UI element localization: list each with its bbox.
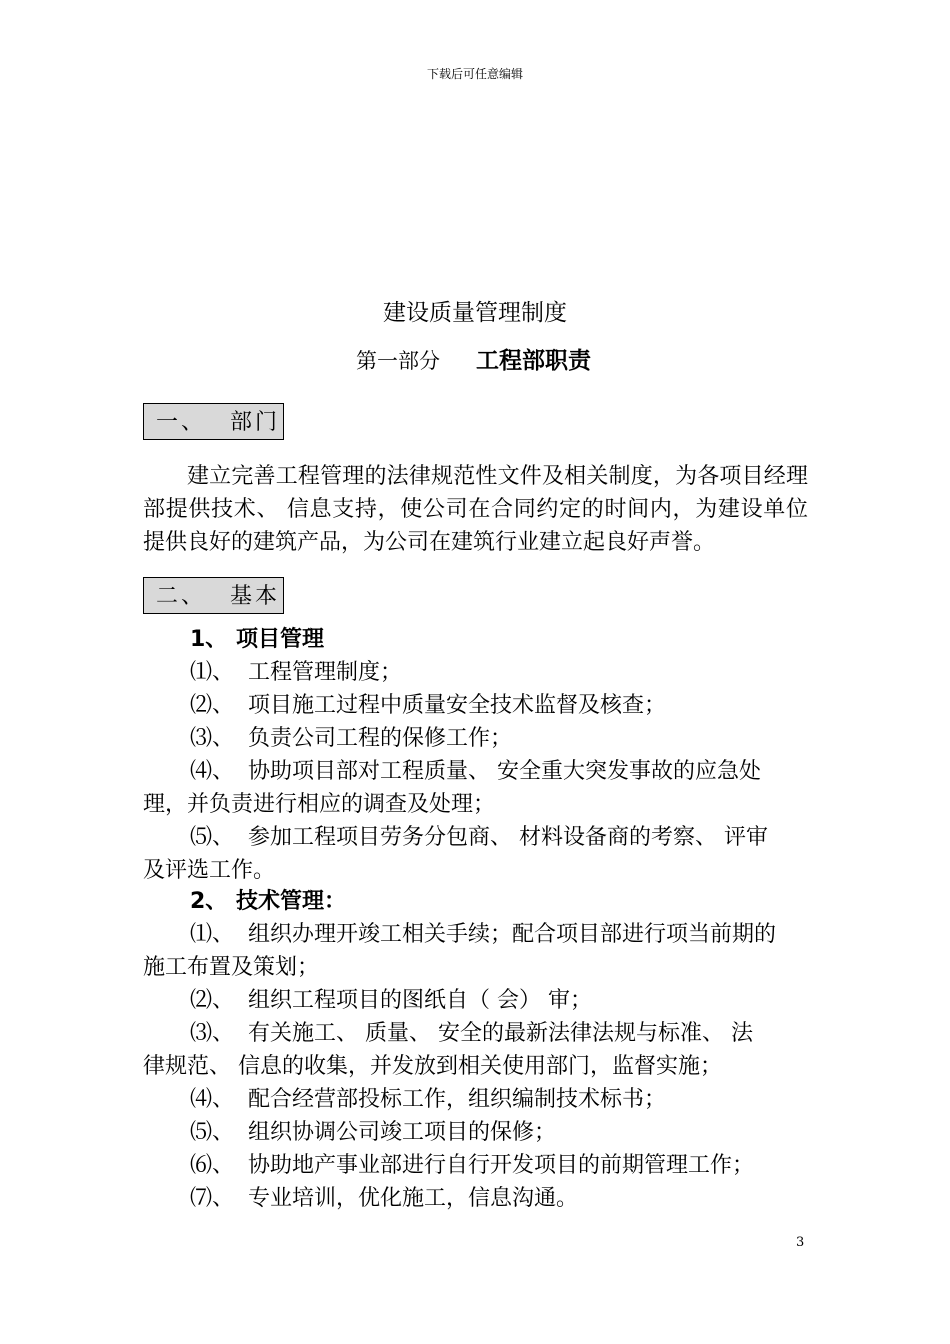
item-number: ⑴、: [190, 660, 235, 685]
item-number: ⑵、: [190, 988, 235, 1013]
list-item: [190, 1083, 855, 1116]
section-heading-1: [143, 403, 284, 440]
item-text: 组织协调公司竣工项目的保修；: [248, 1120, 557, 1145]
item-text: 工程管理制度；: [248, 660, 403, 685]
header-note: 下载后可任意编辑: [426, 67, 523, 81]
item-number: ⑷、: [190, 759, 235, 784]
subheading-number: 2、: [190, 889, 228, 914]
item-number: ⑸、: [190, 825, 235, 850]
page-number: 3: [796, 1235, 805, 1250]
list-item: [190, 1182, 855, 1215]
part-label: 第一部分: [356, 349, 440, 373]
list-item: [190, 755, 855, 788]
item-number: ⑺、: [190, 1186, 235, 1211]
item-text: 协助项目部对工程质量、 安全重大突发事故的应急处: [248, 759, 761, 784]
list-item: [190, 1017, 855, 1050]
section-number: 一、: [156, 410, 207, 435]
item-number: ⑸、: [190, 1120, 235, 1145]
subheading-title: 项目管理: [236, 627, 325, 652]
list-item: [190, 821, 855, 854]
part-heading: [356, 342, 591, 374]
part-name: 工程部职责: [476, 348, 591, 374]
item-text: 专业培训，优化施工，信息沟通。: [248, 1186, 579, 1211]
section-title: 部门: [230, 410, 281, 435]
list-item: [190, 656, 855, 689]
item-text: 组织工程项目的图纸自（ 会） 审；: [248, 988, 592, 1013]
subheading-project-management: [190, 623, 855, 656]
section-title: 基本: [230, 584, 281, 609]
item-text: 负责公司工程的保修工作；: [248, 726, 513, 751]
item-number: ⑴、: [190, 922, 235, 947]
item-text: 组织办理开竣工相关手续；配合项目部进行项当前期的: [248, 922, 777, 947]
list-item: [190, 722, 855, 755]
list-item: [190, 984, 855, 1017]
section-number: 二、: [156, 584, 207, 609]
document-title: 建设质量管理制度: [383, 300, 567, 326]
item-text: 协助地产事业部进行自行开发项目的前期管理工作；: [248, 1153, 755, 1178]
item-text: 有关施工、 质量、 安全的最新法律法规与标准、 法: [248, 1021, 753, 1046]
intro-paragraph: 建立完善工程管理的法律规范性文件及相关制度，为各项目经理部提供技术、 信息支持，使公司在合同约定的时间内，为建设单位提供良好的建筑产品，为公司在建筑行业建立起良好声誉。: [143, 464, 808, 555]
list-item-continuation: 施工布置及策划；: [143, 955, 320, 980]
subheading-technical-management: [190, 885, 855, 918]
item-text: 参加工程项目劳务分包商、 材料设备商的考察、 评审: [248, 825, 768, 850]
subheading-number: 1、: [190, 627, 228, 652]
list-item-continuation: 律规范、 信息的收集，并发放到相关使用部门，监督实施；: [143, 1054, 722, 1079]
item-number: ⑵、: [190, 693, 235, 718]
item-number: ⑶、: [190, 1021, 235, 1046]
subheading-title: 技术管理：: [236, 889, 347, 914]
section-heading-2: [143, 577, 284, 614]
item-number: ⑹、: [190, 1153, 235, 1178]
list-item: [190, 918, 855, 951]
list-item-continuation: 理，并负责进行相应的调查及处理；: [143, 792, 496, 817]
list-item: [190, 689, 855, 722]
list-item-continuation: 及评选工作。: [143, 858, 276, 883]
item-number: ⑶、: [190, 726, 235, 751]
item-text: 项目施工过程中质量安全技术监督及核查；: [248, 693, 667, 718]
list-item: [190, 1149, 855, 1182]
item-text: 配合经营部投标工作，组织编制技术标书；: [248, 1087, 667, 1112]
list-item: [190, 1116, 855, 1149]
item-number: ⑷、: [190, 1087, 235, 1112]
